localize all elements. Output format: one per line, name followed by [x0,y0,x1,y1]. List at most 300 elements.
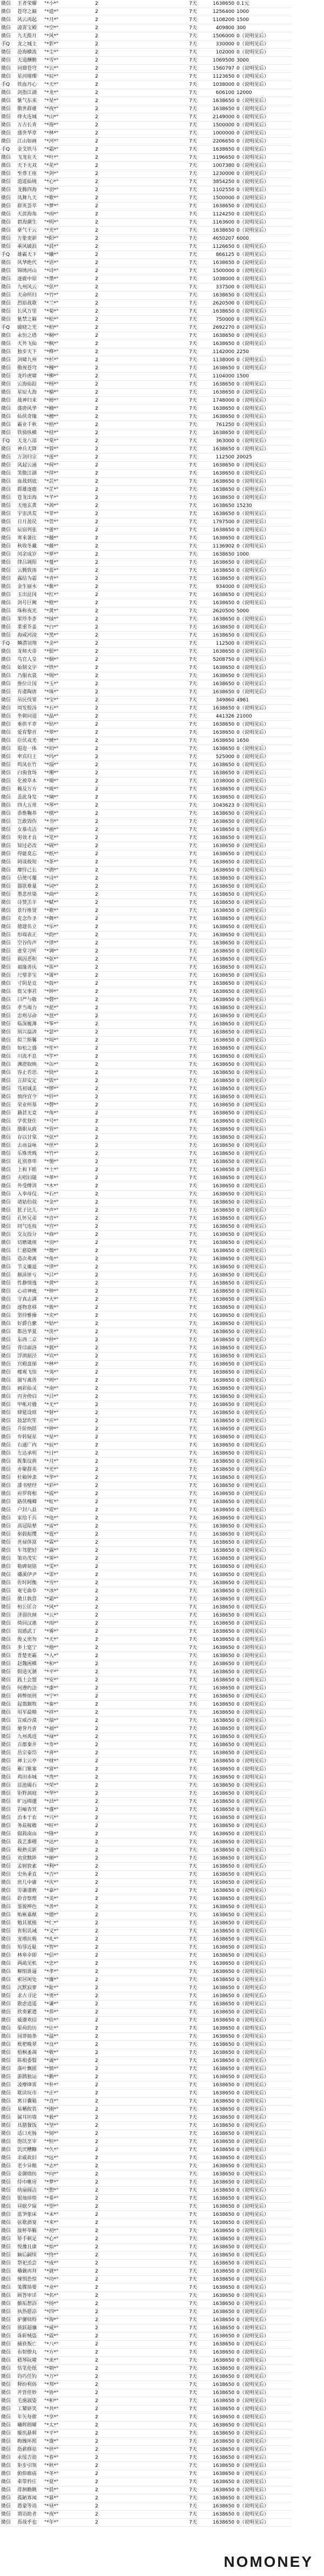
level-cell: 2 [94,1668,188,1676]
duration-cell: 7天 [188,2065,212,2073]
player-cell: "*太*" [43,2422,94,2430]
player-cell: "*土*" [43,1166,94,1174]
bonus-cell: 0（说明见后） [235,1263,292,1272]
level-cell: 2 [94,535,188,543]
server-cell: 悚惧恐惶 [16,2276,43,2284]
bonus-cell: 0（说明见后） [235,777,292,786]
bonus-cell: 0（说明见后） [235,1231,292,1239]
table-row [0,1555,292,1563]
level-cell: 2 [94,356,188,364]
player-cell: "*贵*" [43,1774,94,1782]
amount-cell: 1638650 [212,1401,235,1409]
player-cell: "*平*" [43,2430,94,2438]
level-cell: 2 [94,2025,188,2033]
server-cell: 左达承明 [16,1450,43,1458]
table-row [0,2373,292,2381]
server-cell: 露结为霜 [16,575,43,583]
server-cell: 驴骡犊特 [16,2316,43,2324]
platform-cell: 微信 [0,2268,16,2276]
server-cell: 岂敢毁伤 [16,818,43,826]
platform-cell: 微信 [0,259,16,267]
amount-cell: 1043623 [212,802,235,810]
amount-cell: 1638650 [212,786,235,794]
bonus-cell: 0（说明见后） [235,1182,292,1191]
bonus-cell: 0（说明见后） [235,2503,292,2511]
platform-cell: 微信 [0,2065,16,2073]
level-cell: 2 [94,2324,188,2332]
level-cell: 2 [94,2235,188,2243]
server-cell: 珠称夜光 [16,607,43,616]
platform-cell: 微信 [0,2073,16,2081]
duration-cell: 7天 [188,1806,212,1814]
bonus-cell: 0（说明见后） [235,1110,292,1118]
player-cell: "*榆*" [43,389,94,397]
player-cell: "*夜*" [43,105,94,113]
platform-cell: 微信 [0,121,16,130]
server-cell: 战神归来 [16,397,43,405]
amount-cell: 1638650 [212,1733,235,1741]
platform-cell: 微信 [0,672,16,680]
level-cell: 2 [94,786,188,794]
duration-cell: 7天 [188,2405,212,2413]
player-cell: "*锡*" [43,672,94,680]
amount-cell: 1638650 [212,2405,235,2413]
level-cell: 2 [94,1409,188,1417]
player-cell: "*梧*" [43,421,94,429]
player-cell: "*茶*" [43,858,94,867]
level-cell: 2 [94,1037,188,1045]
player-cell: "*利*" [43,1863,94,1871]
duration-cell: 7天 [188,1644,212,1652]
bonus-cell: 0（说明见后） [235,2454,292,2462]
server-cell: 省躬讥诫 [16,1928,43,1936]
table-row [0,858,292,867]
duration-cell: 7天 [188,777,212,786]
level-cell: 2 [94,373,188,381]
player-cell: "*歌*" [43,194,94,202]
bonus-cell: 0（说明见后） [235,421,292,429]
level-cell: 2 [94,170,188,178]
platform-cell: 微信 [0,656,16,664]
server-cell: 景行维贤 [16,907,43,915]
duration-cell: 7天 [188,599,212,607]
player-cell: "*羽*" [43,1239,94,1247]
bonus-cell: 0（说明见后） [235,1919,292,1928]
amount-cell: 1500000 [212,194,235,202]
amount-cell: 1638650 [212,1336,235,1344]
amount-cell: 1638650 [212,996,235,1004]
platform-cell: 微信 [0,1182,16,1191]
server-cell: 聆音察理 [16,1895,43,1903]
bonus-cell: 0（说明见后） [235,494,292,502]
duration-cell: 7天 [188,146,212,154]
bonus-cell: 0（说明见后） [235,2381,292,2389]
platform-cell: 微信 [0,32,16,40]
player-cell: "*瑟*" [43,1029,94,1037]
table-row [0,2211,292,2219]
table-row [0,1320,292,1328]
duration-cell: 7天 [188,510,212,518]
bonus-cell: 0（说明见后） [235,1515,292,1523]
table-row [0,89,292,97]
duration-cell: 7天 [188,1717,212,1725]
server-cell: 铁血丹心 [16,81,43,89]
bonus-cell: 0（说明见后） [235,2446,292,2454]
level-cell: 2 [94,2365,188,2373]
server-cell: 奄宅曲阜 [16,1587,43,1595]
platform-cell: 微信 [0,1847,16,1855]
player-cell: "*调*" [43,948,94,956]
level-cell: 2 [94,1101,188,1110]
amount-cell: 1638650 [212,818,235,826]
server-cell: 星辰大海 [16,389,43,397]
platform-cell: 微信 [0,802,16,810]
player-cell: "*韵*" [43,931,94,939]
level-cell: 2 [94,429,188,437]
player-cell: "*俭*" [43,2017,94,2025]
server-cell: 慎终宜令 [16,1093,43,1101]
bonus-cell: 0（说明见后） [235,2162,292,2171]
amount-cell: 1638650 [212,1644,235,1652]
duration-cell: 7天 [188,1830,212,1838]
bonus-cell: 0（说明见后） [235,996,292,1004]
duration-cell: 7天 [188,1693,212,1701]
platform-cell: 微信 [0,211,16,219]
table-row [0,1247,292,1255]
duration-cell: 7天 [188,891,212,899]
bonus-cell: 0（说明见后） [235,2000,292,2009]
amount-cell: 1638650 [212,105,235,113]
table-row [0,194,292,202]
table-row [0,1369,292,1377]
duration-cell: 7天 [188,1353,212,1361]
bonus-cell: 0（说明见后） [235,1085,292,1093]
duration-cell: 7天 [188,818,212,826]
server-cell: 祸因恶积 [16,956,43,964]
amount-cell: 1638650 [212,2203,235,2211]
duration-cell: 7天 [188,535,212,543]
table-row [0,2219,292,2227]
platform-cell: 微信 [0,559,16,567]
bonus-cell: 0（说明见后） [235,2098,292,2106]
duration-cell: 7天 [188,2389,212,2397]
platform-cell: 微信 [0,526,16,535]
bonus-cell: 0（说明见后） [235,130,292,138]
platform-cell: 微信 [0,2324,16,2332]
amount-cell: 1638650 [212,1263,235,1272]
player-cell: "*舞*" [43,915,94,923]
amount-cell: 1638650 [212,2219,235,2227]
duration-cell: 7天 [188,1531,212,1539]
player-cell: "*绿*" [43,616,94,624]
table-row [0,1806,292,1814]
table-row [0,510,292,518]
amount-cell: 1638650 [212,2252,235,2260]
player-cell: "*钹*" [43,1077,94,1085]
amount-cell: 1256400 [212,8,235,16]
table-row [0,1620,292,1628]
player-cell: "*晶*" [43,713,94,721]
bonus-cell: 0（说明见后） [235,397,292,405]
player-cell: "*曦*" [43,251,94,259]
amount-cell: 1638650 [212,1612,235,1620]
server-cell: 弁转疑星 [16,1434,43,1442]
bonus-cell: 0（说明见后） [235,1425,292,1434]
player-cell: "*薇*" [43,535,94,543]
bonus-cell: 0（说明见后） [235,2179,292,2187]
platform-cell: 微信 [0,777,16,786]
duration-cell: 7天 [188,1733,212,1741]
level-cell: 2 [94,405,188,413]
duration-cell: 7天 [188,1757,212,1766]
server-cell: 笺牒简要 [16,2284,43,2292]
server-cell: 雄霸天下 [16,251,43,259]
level-cell: 2 [94,462,188,470]
player-cell: "*黄*" [43,1280,94,1288]
platform-cell: 微信 [0,1191,16,1199]
player-cell: "*银*" [43,648,94,656]
platform-cell: 微信 [0,194,16,202]
player-cell: "*云*" [43,65,94,73]
platform-cell: 微信 [0,1968,16,1976]
table-row [0,664,292,672]
duration-cell: 7天 [188,1668,212,1676]
platform-cell: 微信 [0,1766,16,1774]
platform-cell: 微信 [0,664,16,672]
platform-cell: 微信 [0,1660,16,1668]
level-cell: 2 [94,2430,188,2438]
player-cell: "*律*" [43,1263,94,1272]
player-cell: "*心*" [43,2235,94,2243]
duration-cell: 7天 [188,2316,212,2324]
bonus-cell: 0（说明见后） [235,1474,292,1482]
player-cell: "*久*" [43,2146,94,2154]
player-cell: "*孝*" [43,1968,94,1976]
server-cell: 川流不息 [16,1053,43,1061]
server-cell: 劳谦谨敕 [16,1887,43,1895]
amount-cell: 1638650 [212,1490,235,1498]
amount-cell: 1638650 [212,1296,235,1304]
amount-cell: 1638650 [212,1539,235,1547]
player-cell: "*日*" [43,1450,94,1458]
duration-cell: 7天 [188,2162,212,2171]
player-cell: "*成*" [43,2260,94,2268]
level-cell: 2 [94,1272,188,1280]
level-cell: 2 [94,2494,188,2503]
level-cell: 2 [94,664,188,672]
amount-cell: 1638650 [212,2284,235,2292]
duration-cell: 7天 [188,454,212,462]
amount-cell: 1638650 [212,616,235,624]
bonus-cell: 0（说明见后） [235,656,292,664]
amount-cell: 1506000 [212,32,235,40]
amount-cell: 1638650 [212,1247,235,1255]
player-cell: "*隆*" [43,1830,94,1838]
amount-cell: 1638650 [212,1312,235,1320]
duration-cell: 7天 [188,2041,212,2049]
bonus-cell: 0（说明见后） [235,2486,292,2494]
table-row [0,518,292,526]
amount-cell: 866125 [212,251,235,259]
bonus-cell: 0（说明见后） [235,980,292,988]
bonus-cell: 0（说明见后） [235,591,292,599]
server-cell: 云腾致雨 [16,567,43,575]
player-cell: "*海*" [43,2316,94,2324]
amount-cell: 1638650 [212,2154,235,2162]
bonus-cell: 15230 [235,502,292,510]
amount-cell: 1638650 [212,1118,235,1126]
bonus-cell: 0（说明见后） [235,1490,292,1498]
table-row [0,956,292,964]
platform-cell: 微信 [0,1798,16,1806]
bonus-cell: 1000 [235,8,292,16]
level-cell: 2 [94,632,188,640]
server-cell: 礼别尊卑 [16,1158,43,1166]
amount-cell: 1500000 [212,267,235,275]
bonus-cell: 0（说明见后） [235,1733,292,1741]
level-cell: 2 [94,729,188,737]
table-row [0,1676,292,1685]
bonus-cell: 0（说明见后） [235,1766,292,1774]
server-cell: 器欲难量 [16,883,43,891]
level-cell: 2 [94,2154,188,2162]
duration-cell: 7天 [188,275,212,283]
bonus-cell: 0（说明见后） [235,2227,292,2235]
amount-cell: 1124250 [212,211,235,219]
level-cell: 2 [94,24,188,32]
platform-cell: 微信 [0,1272,16,1280]
bonus-cell: 0（说明见后） [235,1166,292,1174]
player-cell: "*彩*" [43,1482,94,1490]
level-cell: 2 [94,883,188,891]
amount-cell: 1638650 [212,632,235,640]
player-cell: "*雨*" [43,1620,94,1628]
duration-cell: 7天 [188,300,212,308]
level-cell: 2 [94,1134,188,1142]
player-cell: "*应*" [43,1417,94,1425]
table-row [0,2041,292,2049]
platform-cell: 微信 [0,972,16,980]
platform-cell: 微信 [0,2171,16,2179]
server-cell: 推位让国 [16,680,43,688]
server-cell: 肆筵设席 [16,1409,43,1417]
platform-cell: 微信 [0,2422,16,2430]
bonus-cell: 0（说明见后） [235,1442,292,1450]
server-cell: 寓目囊箱 [16,2098,43,2106]
duration-cell: 7天 [188,761,212,769]
level-cell: 2 [94,526,188,535]
table-row [0,1450,292,1458]
duration-cell: 7天 [188,2154,212,2162]
amount-cell: 1638650 [212,1134,235,1142]
platform-cell: 微信 [0,1701,16,1709]
duration-cell: 7天 [188,2324,212,2332]
duration-cell: 7天 [188,786,212,794]
bonus-cell: 0（说明见后） [235,1757,292,1766]
player-cell: "*茜*" [43,502,94,510]
duration-cell: 7天 [188,1199,212,1207]
server-cell: 史鱼秉直 [16,1871,43,1879]
table-row [0,607,292,616]
duration-cell: 7天 [188,1401,212,1409]
duration-cell: 7天 [188,324,212,332]
duration-cell: 7天 [188,2397,212,2405]
server-cell: 世禄侈富 [16,1539,43,1547]
amount-cell: 1638650 [212,1992,235,2000]
table-row [0,939,292,948]
platform-cell: 手Q [0,251,16,259]
bonus-cell: 0（说明见后） [235,162,292,170]
duration-cell: 7天 [188,948,212,956]
platform-cell: 微信 [0,1741,16,1749]
platform-cell: 微信 [0,2438,16,2446]
bonus-cell: 0（说明见后） [235,1612,292,1620]
level-cell: 2 [94,2470,188,2478]
bonus-cell: 0（说明见后） [235,1814,292,1822]
table-row [0,1045,292,1053]
duration-cell: 7天 [188,1110,212,1118]
level-cell: 2 [94,348,188,356]
table-row [0,1960,292,1968]
server-cell: 罔谈彼短 [16,858,43,867]
level-cell: 2 [94,2292,188,2300]
duration-cell: 7天 [188,2446,212,2454]
platform-cell: 微信 [0,2211,16,2219]
player-cell: "*星*" [43,97,94,105]
level-cell: 2 [94,1547,188,1555]
amount-cell: 349860 [212,697,235,705]
amount-cell: 1748000 [212,397,235,405]
level-cell: 2 [94,1239,188,1247]
duration-cell: 7天 [188,1336,212,1344]
platform-cell: 微信 [0,235,16,243]
player-cell: "*玛*" [43,753,94,761]
level-cell: 2 [94,1992,188,2000]
bonus-cell: 0（说明见后） [235,672,292,680]
player-cell: "*林*" [43,130,94,138]
duration-cell: 7天 [188,2000,212,2009]
platform-cell: 微信 [0,413,16,421]
platform-cell: 微信 [0,1628,16,1636]
duration-cell: 7天 [188,1911,212,1919]
amount-cell: 1638650 [212,1847,235,1855]
level-cell: 2 [94,915,188,923]
amount-cell: 1638650 [212,867,235,875]
server-cell: 祭祀烝尝 [16,2260,43,2268]
bonus-cell: 0（说明见后） [235,2260,292,2268]
amount-cell: 1638650 [212,2073,235,2081]
server-cell: 陈根委翳 [16,2057,43,2065]
amount-cell: 1638650 [212,980,235,988]
bonus-cell: 0（说明见后） [235,2494,292,2503]
player-cell: "*云*" [43,1612,94,1620]
server-cell: 诸姑伯叔 [16,1199,43,1207]
level-cell: 2 [94,1563,188,1571]
platform-cell: 微信 [0,1004,16,1012]
platform-cell: 微信 [0,1207,16,1215]
bonus-cell: 0（说明见后） [235,194,292,202]
platform-cell: 微信 [0,632,16,640]
bonus-cell: 0（说明见后） [235,1563,292,1571]
table-row [0,1417,292,1425]
bonus-cell: 0（说明见后） [235,1693,292,1701]
amount-cell: 1138000 [212,356,235,364]
player-cell: "*萱*" [43,518,94,526]
amount-cell: 1638650 [212,146,235,154]
amount-cell: 1638650 [212,1725,235,1733]
duration-cell: 7天 [188,1587,212,1595]
platform-cell: 微信 [0,154,16,162]
